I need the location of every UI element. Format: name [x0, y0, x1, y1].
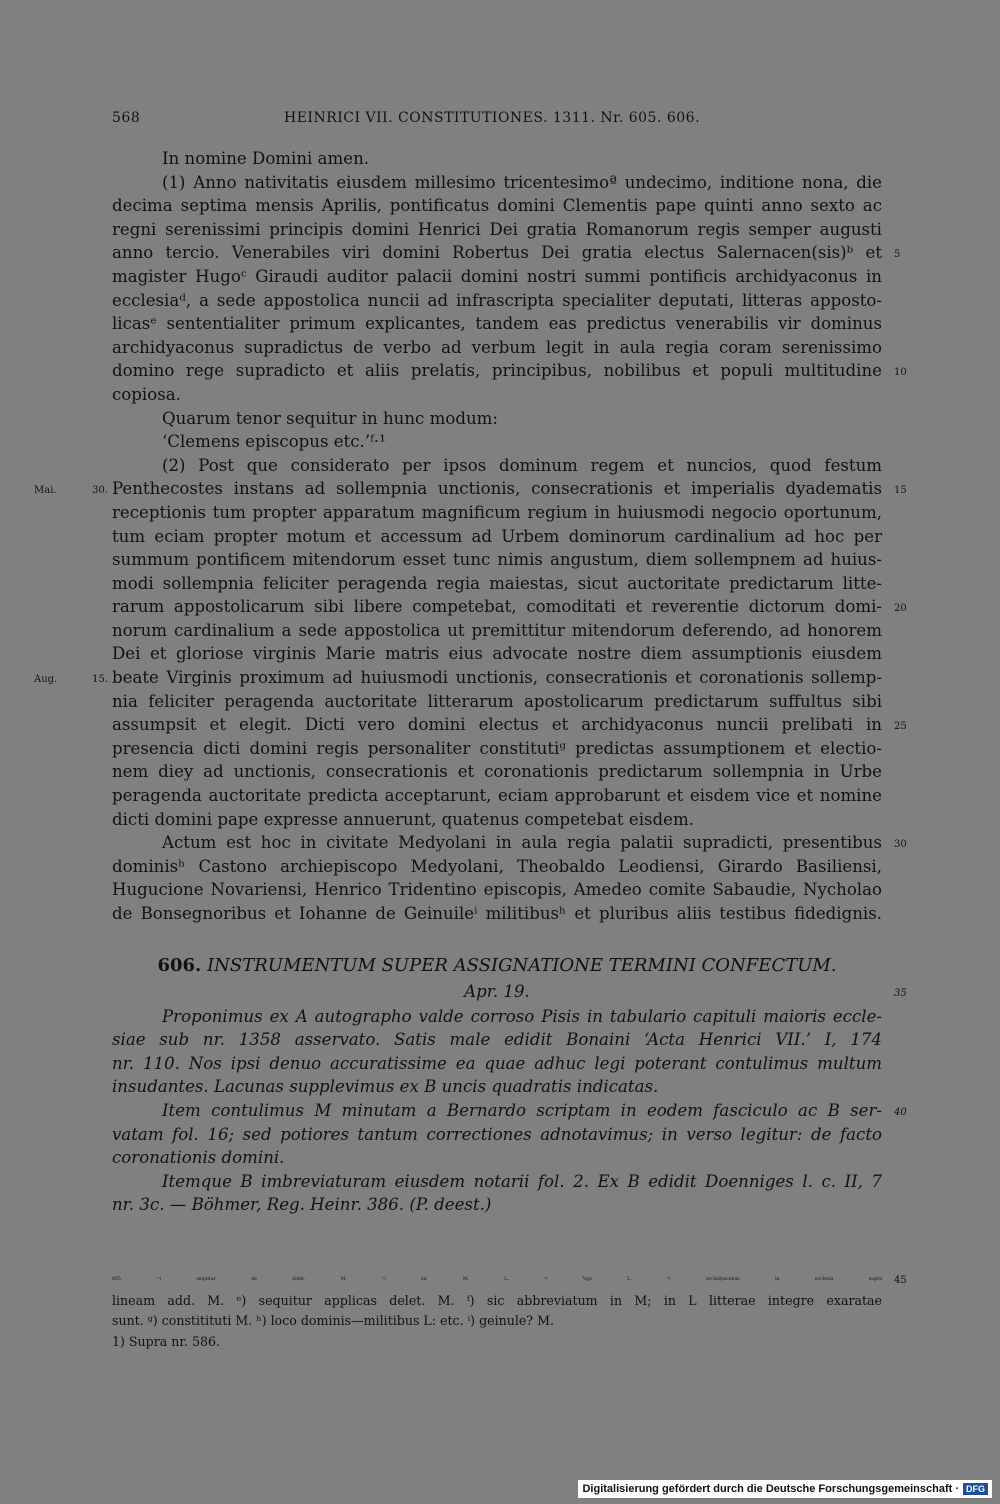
line-text: archidyaconus supradictus de verbo ad verbum legit in aula regia coram serenissimo [112, 337, 882, 357]
line-text: nia feliciter peragenda auctoritate litterarum apostolicarum predictarum suffultus sibi [112, 691, 882, 711]
document-title: INSTRUMENTUM SUPER ASSIGNATIONE TERMINI CONFECTUM. [207, 954, 837, 976]
page-number: 568 [112, 110, 141, 126]
text-line [112, 1170, 882, 1194]
line-number: 20 [894, 603, 907, 615]
line-text: siae sub nr. 1358 asservato. Satis male edidit Bonaini ‘Acta Henrici VII.’ I, 174 [112, 1030, 882, 1050]
dfg-logo: DFG [963, 1483, 988, 1495]
text-line [112, 1052, 882, 1076]
text-line [112, 1028, 882, 1052]
line-number: 45 [894, 1275, 907, 1286]
text-line [112, 1075, 882, 1099]
text-line [112, 289, 882, 313]
text-line [112, 548, 882, 572]
text-line [112, 855, 882, 879]
line-text: Item contulimus M minutam a Bernardo scriptam in eodem fasciculo ac B ser- [162, 1100, 882, 1120]
text-line [112, 1291, 882, 1312]
line-text: Itemque B imbreviaturam eiusdem notarii fol. 2. Ex B edidit Doenniges l. c. II, 7 [162, 1171, 882, 1191]
text-line [112, 454, 882, 478]
line-text: tum eciam propter motum et accessum ad Urbem dominorum cardinalium ad hoc per [112, 526, 882, 546]
text-line [112, 1270, 907, 1291]
text-line [112, 359, 907, 383]
line-text: 605. ᵃ) sequitur de delet. M. ᵇ) sic M. L. ᶜ) Vgo L. ᵈ) archidyaconus in ecclesia supra [112, 1277, 882, 1282]
running-title: HEINRICI VII. CONSTITUTIONES. 1311. Nr. 605. 606. [284, 110, 701, 126]
text-line [112, 218, 882, 242]
line-text: nr. 3c. — Böhmer, Reg. Heinr. 386. (P. deest.) [112, 1195, 492, 1215]
line-text: Dei et gloriose virginis Marie matris eius advocate nostre diem assumptionis eiusdem [112, 644, 882, 664]
line-text: domino rege supradicto et aliis prelatis, principibus, nobilibus et populi multitudine [112, 361, 882, 381]
text-line [112, 760, 882, 784]
text-line [112, 878, 882, 902]
line-text: dicti domini pape expresse annuerunt, quatenus competebat eisdem. [112, 809, 694, 829]
line-text: nem diey ad unctionis, consecrationis et coronationis predictarum sollempnia in Urbe [112, 762, 882, 782]
margin-date: Aug. 15. [34, 674, 108, 686]
text-line [112, 265, 882, 289]
document-606-intro [112, 1005, 907, 1217]
text-line [112, 784, 882, 808]
line-number: 10 [894, 367, 907, 379]
line-text: decima septima mensis Aprilis, pontificatus domini Clementis pape quinti anno sexto ac [112, 196, 882, 216]
text-line [112, 312, 882, 336]
line-text: de Bonsegnoribus et Iohanne de Geinuileⁱ militibusʰ et pluribus aliis testibus fidedignis. [112, 904, 882, 923]
line-text: ecclesiaᵈ, a sede appostolica nuncii ad infrascripta specialiter deputati, litteras apposto- [112, 290, 882, 310]
main-text [34, 147, 907, 1217]
line-text: presencia dicti domini regis personaliter constitutiᵍ predictas assumptionem et electio- [112, 738, 882, 758]
line-text: summum pontificem mitendorum esset tunc nimis angustum, diem sollempnem ad huius- [112, 550, 882, 570]
line-text: ‘Clemens episcopus etc.’ᶠ·¹ [162, 432, 386, 452]
line-number: 25 [894, 721, 907, 733]
text-line [112, 713, 907, 737]
line-number: 35 [894, 987, 907, 999]
text-line [112, 690, 882, 714]
line-text: regni serenissimi principis domini Henrici Dei gratia Romanorum regis semper augusti [112, 219, 882, 239]
text-line [34, 666, 882, 690]
line-text: In nomine Domini amen. [162, 149, 370, 168]
text-line [112, 619, 882, 643]
line-text: Proponimus ex A autographo valde corroso Pisis in tabulario capituli maioris eccle- [162, 1006, 882, 1026]
text-line [112, 336, 882, 360]
funding-text: Digitalisierung gefördert durch die Deutsche Forschungsgemeinschaft · [582, 1483, 959, 1495]
date-text: Apr. 19. [464, 981, 530, 1001]
text-line [112, 241, 901, 265]
document-number: 606. [157, 954, 202, 976]
line-number: 15 [894, 485, 907, 497]
text-line [112, 194, 882, 218]
line-text: peragenda auctoritate predicta acceptarunt, eciam approbarunt et eisdem vice et nomine [112, 786, 882, 806]
running-header [112, 110, 878, 134]
funding-footer [578, 1480, 992, 1498]
line-number: 30 [894, 839, 907, 851]
line-text: insudantes. Lacunas supplevimus ex B uncis quadratis indicatas. [112, 1077, 659, 1097]
document-605 [34, 147, 907, 926]
line-number: 40 [894, 1106, 907, 1118]
text-line [34, 477, 907, 501]
line-text: beate Virginis proximum ad huiusmodi unctionis, consecrationis et coronationis sollemp- [112, 668, 882, 688]
text-line [112, 1005, 882, 1029]
line-text: dominisʰ Castono archiepiscopo Medyolani, Theobaldo Leodiensi, Girardo Basiliensi, [112, 856, 882, 876]
text-line [112, 147, 882, 171]
line-text: Penthecostes instans ad sollempnia unctionis, consecrationis et imperialis dyadematis [112, 479, 882, 499]
line-text: copiosa. [112, 384, 181, 404]
text-line [112, 1332, 882, 1353]
text-line [112, 430, 882, 454]
text-line [112, 642, 882, 666]
document-date [112, 979, 907, 1005]
text-line [112, 525, 882, 549]
line-text: receptionis tum propter apparatum magnificum regium in huiusmodi negocio oportunum, [112, 502, 882, 522]
margin-date: Mai. 30. [34, 485, 108, 497]
line-text: norum cardinalium a sede appostolica ut premittitur mitendorum deferendo, ad honorem [112, 620, 882, 640]
document-606-heading [112, 952, 882, 979]
text-line [112, 831, 907, 855]
line-text: anno tercio. Venerabiles viri domini Robertus Dei gratia electus Salernacen(sis)ᵇ et [112, 243, 882, 263]
text-line [112, 1193, 882, 1217]
text-line [112, 737, 882, 761]
line-text: magister Hugoᶜ Giraudi auditor palacii domini nostri summi pontificis archidyaconus in [112, 266, 882, 286]
line-text: vatam fol. 16; sed potiores tantum correctiones adnotavimus; in verso legitur: de facto [112, 1124, 882, 1144]
line-text: nr. 110. Nos ipsi denuo accuratissime ea quae adhuc legi poterant contulimus multum [112, 1053, 882, 1073]
line-number: 5 [894, 249, 901, 261]
footnotes [112, 1270, 907, 1352]
line-text: Actum est hoc in civitate Medyolani in aula regia palatii supradicti, presentibus [162, 833, 882, 853]
text-line [112, 1123, 882, 1147]
line-text: Hugucione Novariensi, Henrico Tridentino episcopis, Amedeo comite Sabaudie, Nycholao [112, 880, 882, 900]
text-line [112, 501, 882, 525]
line-text: sunt. ᵍ) constitituti M. ʰ) loco dominis—militibus L: etc. ⁱ) geinule? M. [112, 1313, 554, 1328]
text-line [112, 1146, 882, 1170]
text-line [112, 572, 882, 596]
text-line [112, 595, 907, 619]
section-gap [112, 926, 882, 952]
text-line [112, 1311, 882, 1332]
line-text: coronationis domini. [112, 1148, 285, 1168]
line-text: licasᵉ sententialiter primum explicantes, tandem eas predictus venerabilis vir dominus [112, 314, 882, 334]
line-text: assumpsit et elegit. Dicti vero domini electus et archidyaconus nuncii prelibati in [112, 715, 882, 735]
line-text: Quarum tenor sequitur in hunc modum: [162, 408, 498, 428]
line-text: lineam add. M. ᵉ) sequitur applicas delet. M. ᶠ) sic abbreviatum in M; in L litterae integre exaratae [112, 1292, 882, 1308]
text-line [112, 407, 882, 431]
line-text: (2) Post que considerato per ipsos dominum regem et nuncios, quod festum [162, 455, 882, 475]
text-line [112, 171, 882, 195]
line-text: modi sollempnia feliciter peragenda regia maiestas, sicut auctoritate predictarum litte- [112, 573, 882, 593]
line-text: (1) Anno nativitatis eiusdem millesimo tricentesimoª undecimo, inditione nona, die [162, 172, 882, 192]
text-line [112, 902, 882, 926]
line-text: rarum appostolicarum sibi libere competebat, comoditati et reverentie dictorum domi- [112, 597, 882, 617]
text-line [112, 383, 882, 407]
text-line [112, 1099, 907, 1123]
text-line [112, 808, 882, 832]
line-text: 1) Supra nr. 586. [112, 1333, 221, 1349]
